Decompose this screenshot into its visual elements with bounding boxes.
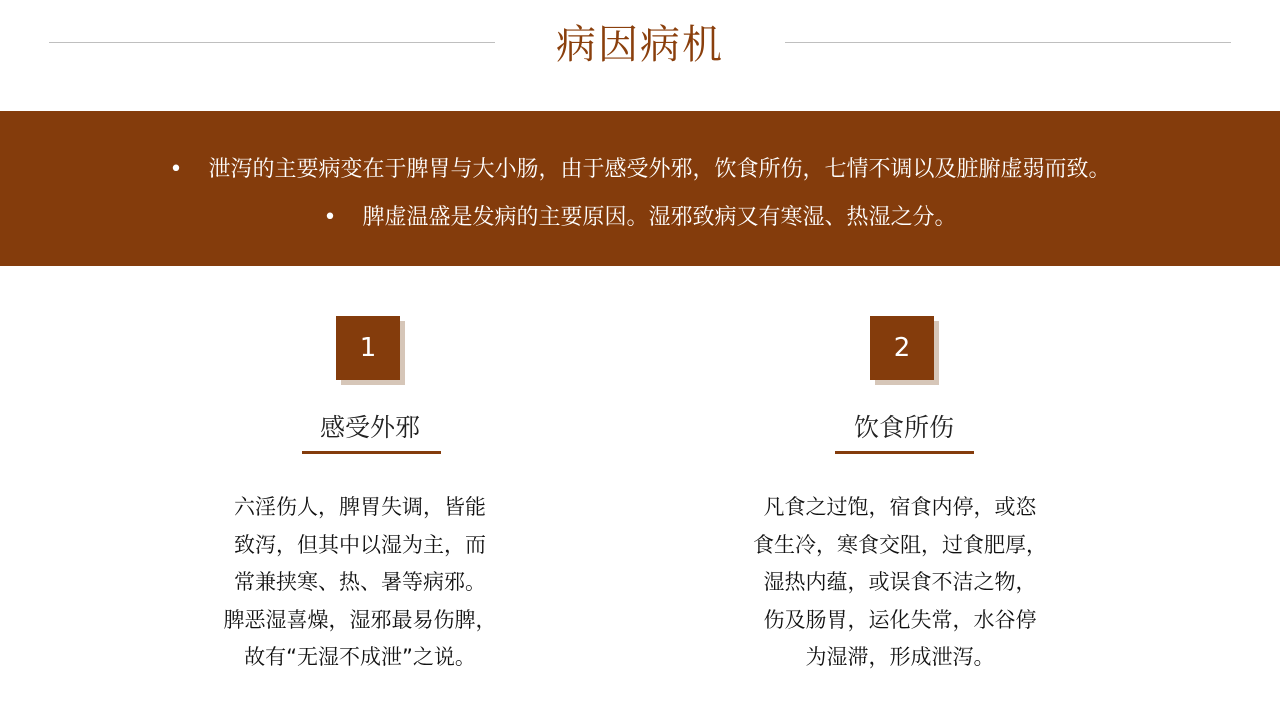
number-badge-1: [336, 316, 400, 380]
number-badge-2: [870, 316, 934, 380]
badge-number: 2: [870, 316, 934, 380]
body-line: 常兼挟寒、热、暑等病邪。: [234, 570, 486, 594]
bullet-icon: •: [169, 157, 183, 182]
summary-line-2: [0, 203, 1280, 233]
body-line: 脾恶湿喜燥，湿邪最易伤脾，: [223, 607, 497, 632]
body-line: 食生冷，寒食交阻，过食肥厚，: [753, 532, 1047, 557]
bullet-icon: •: [323, 205, 337, 230]
body-line: 为湿滞，形成泄泻。: [805, 645, 995, 669]
body-line: 凡食之过饱，宿食内停，或恣: [763, 495, 1037, 519]
item-heading-1: 感受外邪: [319, 413, 420, 442]
summary-text-1: 泄泻的主要病变在于脾胃与大小肠，由于感受外邪，饮食所伤，七情不调以及脏腑虚弱而致。: [208, 157, 1111, 182]
heading-underline-1: [302, 451, 441, 454]
item-body-2: [725, 489, 1075, 677]
badge-number: 1: [336, 316, 400, 380]
body-line: 伤及肠胃，运化失常，水谷停: [763, 607, 1037, 632]
page-title: 病因病机: [556, 22, 724, 68]
body-line: 致泻，但其中以湿为主，而: [234, 532, 486, 557]
summary-band: [0, 111, 1280, 266]
body-line: 湿热内蕴，或误食不洁之物，: [763, 570, 1037, 594]
heading-underline-2: [835, 451, 974, 454]
body-line: 故有“无湿不成泄”之说。: [244, 645, 476, 669]
item-body-1: [190, 489, 530, 677]
body-line: 六淫伤人，脾胃失调，皆能: [234, 495, 486, 519]
summary-text-2: 脾虚温盛是发病的主要原因。湿邪致病又有寒湿、热湿之分。: [362, 205, 957, 230]
summary-line-1: [0, 155, 1280, 185]
item-heading-2: 饮食所伤: [853, 413, 954, 442]
